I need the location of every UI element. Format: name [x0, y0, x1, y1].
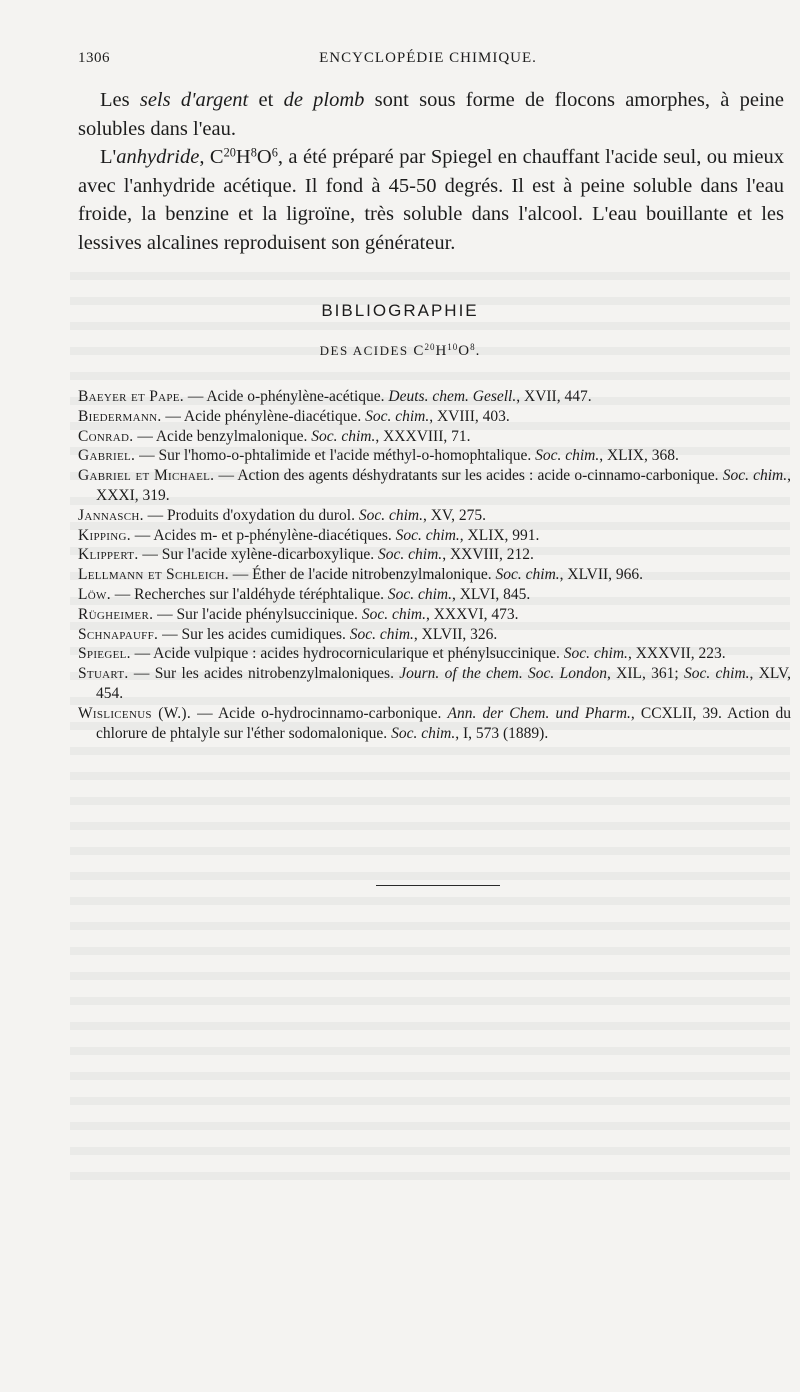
- reference-entry: [78, 625, 791, 645]
- text-segment: C: [413, 343, 425, 359]
- page-number: 1306: [78, 50, 110, 66]
- bibliography-formula: [413, 343, 480, 359]
- text-segment: Deuts. chem. Gesell.: [388, 388, 517, 405]
- text-segment: Soc. chim.: [387, 585, 452, 603]
- text-segment: — Acide benzylmalonique.: [133, 427, 312, 445]
- text-segment: de plomb: [283, 89, 365, 111]
- paragraph-anhydride: [78, 143, 784, 257]
- text-segment: — Acide o-phénylène-acétique.: [183, 388, 389, 405]
- text-segment: — Acide o-hydrocinnamo-carbonique.: [191, 704, 448, 722]
- reference-entry: [78, 427, 791, 447]
- text-segment: — Recherches sur l'aldéhyde téréphtalique.: [110, 585, 388, 603]
- text-segment: Soc. chim.: [395, 526, 460, 544]
- text-segment: , XVIII, 403.: [429, 407, 510, 425]
- reference-author: Baeyer et Pape.: [78, 388, 184, 405]
- text-segment: O: [256, 146, 272, 168]
- text-segment: , CCXLII, 39. Action du chlorure de phtalyle sur l'éther sodomalonique.: [96, 704, 791, 742]
- reference-author: Klippert.: [78, 546, 139, 564]
- text-segment: Soc. chim.: [495, 566, 560, 584]
- text-segment: Soc. chim.: [563, 645, 628, 663]
- reference-author: Kipping.: [78, 526, 131, 544]
- text-segment: — Sur les acides cumidiques.: [158, 625, 350, 643]
- text-segment: , I, 573 (1889).: [455, 724, 549, 742]
- reference-author: Schnapauff.: [78, 625, 159, 643]
- text-segment: Soc. chim.: [535, 447, 600, 465]
- reference-entry: [78, 466, 791, 506]
- text-segment: — Sur les acides nitrobenzylmaloniques.: [128, 665, 400, 683]
- text-segment: Les: [100, 89, 140, 111]
- running-title: ENCYCLOPÉDIE CHIMIQUE.: [319, 50, 537, 66]
- text-segment: — Sur l'acide xylène-dicarboxylique.: [138, 546, 379, 564]
- text-segment: Soc. chim.: [683, 665, 750, 683]
- reference-entry: [78, 704, 791, 744]
- text-segment: 20: [424, 342, 436, 353]
- reference-entry: [78, 605, 791, 625]
- reference-author: Gabriel.: [78, 447, 136, 465]
- text-segment: , XLIX, 368.: [599, 447, 679, 465]
- text-segment: — Sur l'homo-o-phtalimide et l'acide méthyl-o-homophtalique.: [135, 447, 536, 465]
- text-segment: O: [458, 343, 471, 359]
- text-segment: — Sur l'acide phénylsuccinique.: [153, 605, 362, 623]
- bibliography-subtitle: [0, 343, 800, 360]
- text-segment: H: [435, 343, 448, 359]
- reference-entry: [78, 407, 791, 427]
- reference-author: Rügheimer.: [78, 605, 154, 623]
- text-segment: — Acide phénylène-diacétique.: [161, 407, 366, 425]
- reference-author: Biedermann.: [78, 407, 162, 425]
- text-segment: Ann. der Chem. und Pharm.: [447, 704, 631, 722]
- text-segment: , C: [199, 146, 224, 168]
- text-segment: Soc. chim.: [349, 625, 414, 643]
- reference-author: Conrad.: [78, 427, 134, 445]
- text-segment: , XV, 275.: [422, 506, 486, 524]
- reference-entry: [78, 446, 791, 466]
- reference-entry: [78, 585, 791, 605]
- reference-list: [78, 387, 791, 743]
- reference-entry: [78, 644, 791, 664]
- text-segment: Journ. of the chem. Soc. London: [399, 665, 607, 683]
- text-segment: Soc. chim.: [378, 546, 443, 564]
- text-segment: — Action des agents déshydratants sur les acides : acide o-cinnamo-carbonique.: [214, 467, 723, 485]
- text-segment: Soc. chim.: [358, 506, 423, 524]
- text-segment: , XXVIII, 212.: [442, 546, 534, 564]
- text-segment: Soc. chim.: [722, 467, 788, 485]
- section-rule: [376, 885, 500, 886]
- text-segment: , XXXVIII, 71.: [375, 427, 471, 445]
- text-segment: sont sous forme de flocons amorphes, à peine solubles dans l'eau.: [78, 89, 785, 140]
- reference-entry: [78, 506, 791, 526]
- text-segment: , XLVII, 966.: [559, 566, 644, 584]
- text-segment: — Acides m- et p-phénylène-diacétiques.: [130, 526, 396, 544]
- text-segment: .: [475, 343, 481, 359]
- text-segment: , XLIX, 991.: [459, 526, 540, 544]
- text-segment: 6: [271, 145, 278, 160]
- reference-entry: [78, 526, 791, 546]
- text-segment: 10: [447, 342, 459, 353]
- text-segment: 20: [223, 145, 236, 160]
- reference-author: Wislicenus (W.).: [78, 704, 192, 722]
- text-segment: , a été préparé par Spiegel en chauffant l'acide seul, ou mieux avec l'anhydride acétique. Il fond à 45-50 degrés. Il est à peine soluble dans l'eau froide, la benzine et la ligroïne, très soluble dans l'alcool. L'eau bouillante et les lessives alcalines reproduisent son générateur.: [78, 146, 784, 254]
- reference-entry: [78, 545, 791, 565]
- text-segment: H: [235, 146, 251, 168]
- text-segment: , XIL, 361;: [606, 665, 684, 683]
- reference-author: Lellmann et Schleich.: [78, 566, 229, 584]
- text-segment: , XXXI, 319.: [96, 467, 791, 504]
- reference-author: Jannasch.: [78, 506, 144, 524]
- reference-author: Löw.: [78, 585, 111, 603]
- text-segment: Soc. chim.: [391, 724, 456, 742]
- text-segment: anhydride: [116, 146, 200, 168]
- page-header: [78, 50, 778, 74]
- reference-author: Stuart.: [78, 665, 129, 683]
- text-segment: — Produits d'oxydation du durol.: [143, 506, 359, 524]
- text-segment: , XVII, 447.: [516, 388, 592, 405]
- text-segment: Soc. chim.: [311, 427, 376, 445]
- text-segment: L': [100, 146, 117, 168]
- reference-author: Spiegel.: [78, 645, 131, 663]
- text-segment: — Éther de l'acide nitrobenzylmalonique.: [228, 566, 496, 584]
- bibliography-title: BIBLIOGRAPHIE: [321, 301, 479, 320]
- text-segment: 8: [250, 145, 257, 160]
- reference-author: Gabriel et Michael.: [78, 467, 215, 485]
- text-segment: — Acide vulpique : acides hydrocornicularique et phénylsuccinique.: [130, 645, 564, 663]
- bibliography-subtitle-prefix: DES ACIDES: [319, 343, 409, 358]
- text-segment: et: [248, 89, 284, 111]
- text-segment: , XLV, 454.: [96, 665, 792, 702]
- reference-entry: [78, 387, 791, 407]
- reference-entry: [78, 664, 791, 704]
- paragraph-salts: [78, 86, 784, 143]
- text-segment: 8: [470, 342, 476, 353]
- text-segment: , XXXVI, 473.: [425, 605, 519, 623]
- text-segment: , XLVI, 845.: [451, 585, 531, 603]
- text-segment: Soc. chim.: [365, 407, 430, 425]
- text-segment: , XLVII, 326.: [413, 625, 498, 643]
- text-segment: sels d'argent: [139, 89, 249, 111]
- body-text: [78, 86, 784, 257]
- text-segment: Soc. chim.: [361, 605, 426, 623]
- reference-entry: [78, 565, 791, 585]
- text-segment: , XXXVII, 223.: [627, 645, 726, 663]
